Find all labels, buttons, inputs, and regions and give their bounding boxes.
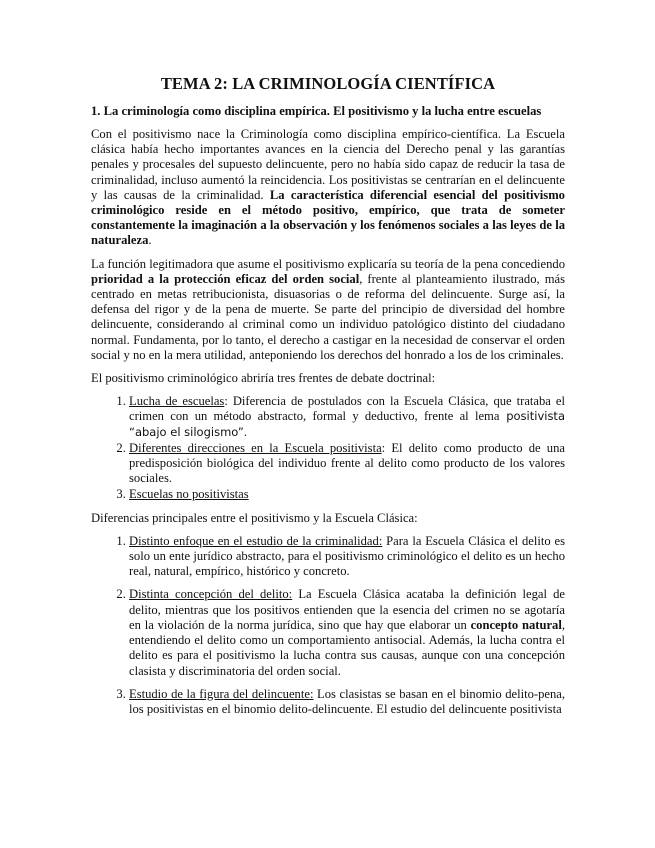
list-item-title: Estudio de la figura del delincuente:: [129, 686, 314, 701]
paragraph-text: Con el positivismo nace la Criminología como disciplina empírico-científica. La Escuela clásica había hecho importantes avances en la ciencia del Derecho penal y las garantías penales y procesales del supuesto delincuente, pero no había sido capaz de reducir la tasa de criminalidad, incluso aumentó la reincidencia. Los positivistas se centrarían en el delincuente y las causas de la criminalidad.: [91, 127, 565, 202]
paragraph-text: La función legitimadora que asume el positivismo explicaría su teoría de la pena concediendo: [91, 256, 565, 271]
list-item-extra: positivista “abajo el silogismo”: [129, 409, 565, 439]
bold-text: La característica diferencial esencial del positivismo criminológico reside en el método positivo, empírico, que trata de someter constantemente la imaginación a la observación y los fenómenos sociales a las leyes de la naturaleza: [91, 187, 565, 248]
list-item-end: , entendiendo el delito como un comportamiento antisocial. Además, la lucha contra el delito es para el positivismo la lucha contra sus causas, aunque con una concepción clasista y discriminatoria del orden social.: [129, 617, 565, 678]
paragraph-end: .: [148, 233, 152, 248]
list-item-title: Escuelas no positivistas: [129, 487, 249, 502]
list-item: [129, 487, 565, 502]
list-item-title: Distinto enfoque en el estudio de la criminalidad:: [129, 533, 383, 548]
paragraph-intro: [91, 127, 565, 249]
document-page: [91, 74, 565, 725]
section-heading: 1. La criminología como disciplina empírica. El positivismo y la lucha entre escuelas: [91, 104, 542, 118]
list-item-text: Los clasistas se basan en el binomio delito-pena, los positivistas en el binomio delito-delincuente. El estudio del delincuente positivista: [129, 686, 566, 716]
list-item: [129, 394, 565, 440]
list-item: [129, 587, 565, 678]
fronts-list: [91, 394, 565, 502]
list-item-text: : El delito como producto de una predisposición biológica del individuo frente al delito como producto de los valores sociales.: [129, 440, 565, 486]
page-title: TEMA 2: LA CRIMINOLOGÍA CIENTÍFICA: [160, 74, 496, 93]
list-item: [129, 441, 565, 487]
list-item: [129, 687, 565, 717]
list-item-end: .: [243, 424, 248, 439]
bold-text: concepto natural: [470, 617, 562, 632]
paragraph-differences: Diferencias principales entre el positivismo y la Escuela Clásica:: [91, 510, 418, 525]
paragraph-fronts: El positivismo criminológico abriría tres frentes de debate doctrinal:: [91, 371, 436, 386]
differences-list: [91, 534, 565, 717]
list-item-text: La Escuela Clásica acataba la definición legal de delito, mientras que los positivos entienden que la esencia del crimen no se agotaría en la violación de la norma jurídica, sino que hay que elaborar un: [129, 587, 565, 632]
paragraph-legitimation: [91, 257, 565, 363]
list-item-title: Lucha de escuelas: [129, 394, 225, 409]
list-item-text: Para la Escuela Clásica el delito es solo un ente jurídico abstracto, para el positivismo criminológico el delito es un hecho real, natural, empírico, histórico y concreto.: [129, 533, 565, 579]
paragraph-text: , frente al planteamiento ilustrado, más centrado en metas retribucionista, disuasorias o de reforma del delincuente. Surge así, la defensa del rigor y de la pena de muerte. Se parte del principio de diversidad del hombre delincuente, considerando al criminal como un individuo patológico distinto del ciudadano normal. Fundamenta, por lo tanto, el derecho a castigar en la necesidad de conservar el orden social y no en la mera utilidad, anteponiendo los derechos del honrado a los de los criminales.: [91, 271, 565, 362]
list-item: [129, 534, 565, 580]
list-item-text: : Diferencia de postulados con la Escuela Clásica, que trataba el crimen con un método abstracto, formal y deductivo, frente al lema: [129, 394, 565, 424]
list-item-title: Diferentes direcciones en la Escuela positivista: [129, 440, 382, 455]
list-item-title: Distinta concepción del delito:: [129, 587, 293, 602]
bold-text: prioridad a la protección eficaz del orden social: [91, 271, 360, 286]
